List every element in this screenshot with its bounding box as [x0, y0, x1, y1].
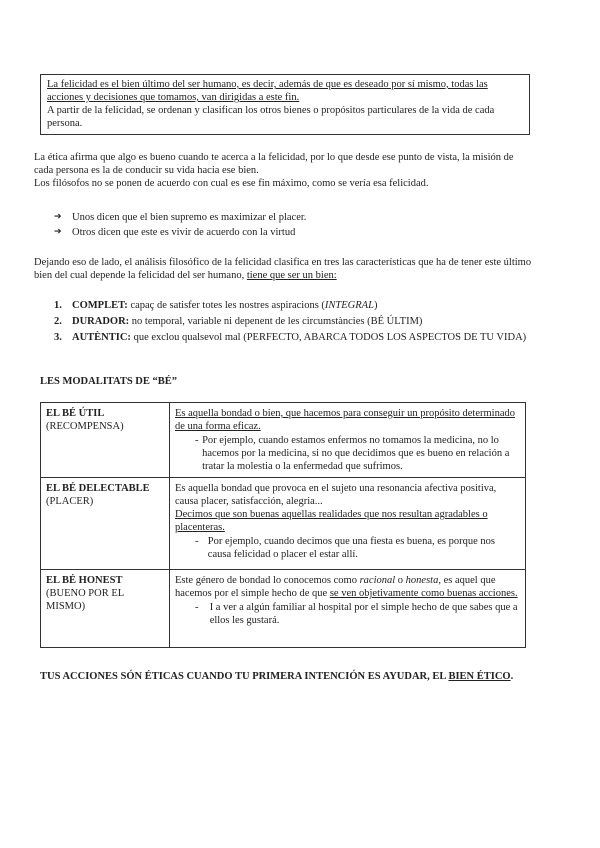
item-name: COMPLET: — [72, 300, 128, 311]
example — [195, 434, 520, 473]
example-text: I a ver a algún familiar al hospital por el simple hecho de que sabes que a ellos les gustará. — [209, 602, 518, 626]
list-item — [54, 299, 554, 315]
item-end: ) — [373, 300, 378, 311]
final-statement — [40, 670, 513, 683]
table-row — [41, 403, 526, 478]
example — [195, 535, 520, 561]
row-sub: (RECOMPENSA) — [46, 421, 124, 432]
row-desc — [175, 574, 520, 600]
row-desc: Es aquella bondad o bien, que hacemos para conseguir un propósito determinado de una forma eficaz. — [175, 408, 515, 432]
row-name: EL BÉ DELECTABLE — [46, 483, 150, 494]
list-item-text: Unos dicen que el bien supremo es maximizar el placer. — [72, 212, 307, 223]
list-item — [54, 226, 534, 241]
item-desc: no temporal, variable ni depenent de les circumstàncies (BÉ ÚLTIM) — [129, 316, 423, 327]
example-text: Por ejemplo, cuando decimos que una fiesta es buena, es porque nos causa felicidad o placer el estar allí. — [207, 536, 495, 560]
row-sub: (BUENO POR EL MISMO) — [46, 588, 124, 612]
table-row — [41, 478, 526, 570]
section-title: LES MODALITATS DE “BÉ” — [40, 376, 178, 387]
modalities-table — [40, 402, 526, 648]
row-name: EL BÉ ÚTIL — [46, 408, 105, 419]
characteristics-list — [54, 299, 554, 347]
philosophers-text: Los filósofos no se ponen de acuerdo con cual es ese fin máximo, como se vería esa felicidad. — [34, 178, 429, 189]
desc-part: o — [395, 575, 406, 586]
row-desc-underlined: Decimos que son buenas aquellas realidades que nos resultan agradables o placenteras. — [175, 509, 488, 533]
final-text: TUS ACCIONES SÓN ÉTICAS CUANDO TU PRIMERA INTENCIÓN ES AYUDAR, EL — [40, 671, 449, 682]
row-desc: Es aquella bondad que provoca en el sujeto una resonancia afectiva positiva, causa placer, satisfacción, alegria... — [175, 483, 497, 507]
example-text: Por ejemplo, cuando estamos enfermos no tomamos la medicina, no lo hacemos por la medicina, si no que decidimos que es bueno en relación a tratar la molestia o la enfermedad que sufrimos. — [202, 435, 510, 472]
desc-part: , es aquel que hacemos por el simple hecho de que — [175, 575, 496, 599]
ethics-paragraph — [34, 151, 534, 190]
row-sub: (PLACER) — [46, 496, 94, 507]
item-name: AUTÈNTIC: — [72, 332, 131, 343]
table-row — [41, 570, 526, 648]
desc-underlined: se ven objetivamente como buenas acciones. — [329, 588, 518, 599]
analysis-underlined: tiene que ser un bien: — [246, 270, 337, 281]
intro-plain-text: A partir de la felicidad, se ordenan y clasifican los otros bienes o propósitos particulares de la vida de cada persona. — [47, 105, 495, 129]
arrow-right-icon: ➔ — [54, 227, 62, 237]
list-item — [54, 331, 554, 347]
table-cell — [41, 403, 170, 478]
list-item — [54, 315, 554, 331]
ethics-text: La ética afirma que algo es bueno cuando te acerca a la felicidad, por lo que desde ese punto de vista, la misión de cada persona es la de conducir su vida hacia ese bien. — [34, 152, 514, 176]
desc-part: Este género de bondad lo conocemos como — [175, 575, 360, 586]
final-end: . — [510, 671, 514, 682]
arrow-right-icon: ➔ — [54, 212, 62, 222]
desc-italic: racional — [359, 575, 396, 586]
arrow-list — [54, 211, 534, 241]
table-cell — [170, 478, 526, 570]
analysis-paragraph — [34, 256, 534, 282]
table-cell — [41, 478, 170, 570]
dash: - — [195, 602, 199, 613]
table-cell — [41, 570, 170, 648]
dash: - — [195, 435, 199, 446]
example — [195, 601, 520, 627]
final-underlined: BIEN ÉTICO — [448, 671, 511, 682]
table-cell — [170, 403, 526, 478]
list-item-text: Otros dicen que este es vivir de acuerdo con la virtud — [72, 227, 296, 238]
item-number: 3. — [54, 332, 62, 343]
item-name: DURADOR: — [72, 316, 130, 327]
item-desc: capaç de satisfer totes les nostres aspiracions ( — [127, 300, 325, 311]
item-number: 1. — [54, 300, 62, 311]
desc-italic: honesta — [405, 575, 439, 586]
row-name: EL BÉ HONEST — [46, 575, 123, 586]
list-item — [54, 211, 534, 226]
intro-underlined-text: La felicidad es el bien último del ser humano, es decir, además de que es deseado por sí mismo, todas las acciones y decisiones que tomamos, van dirigidas a este fin. — [47, 79, 488, 103]
dash: - — [195, 536, 199, 547]
item-number: 2. — [54, 316, 62, 327]
item-italic: INTEGRAL — [324, 300, 374, 311]
table-cell — [170, 570, 526, 648]
intro-box — [40, 74, 530, 135]
item-desc: que exclou qualsevol mal (PERFECTO, ABARCA TODOS LOS ASPECTOS DE TU VIDA) — [130, 332, 527, 343]
analysis-text: Dejando eso de lado, el análisis filosófico de la felicidad clasifica en tres las características que ha de tener este último bien del cual depende la felicidad del ser humano, — [34, 257, 532, 281]
